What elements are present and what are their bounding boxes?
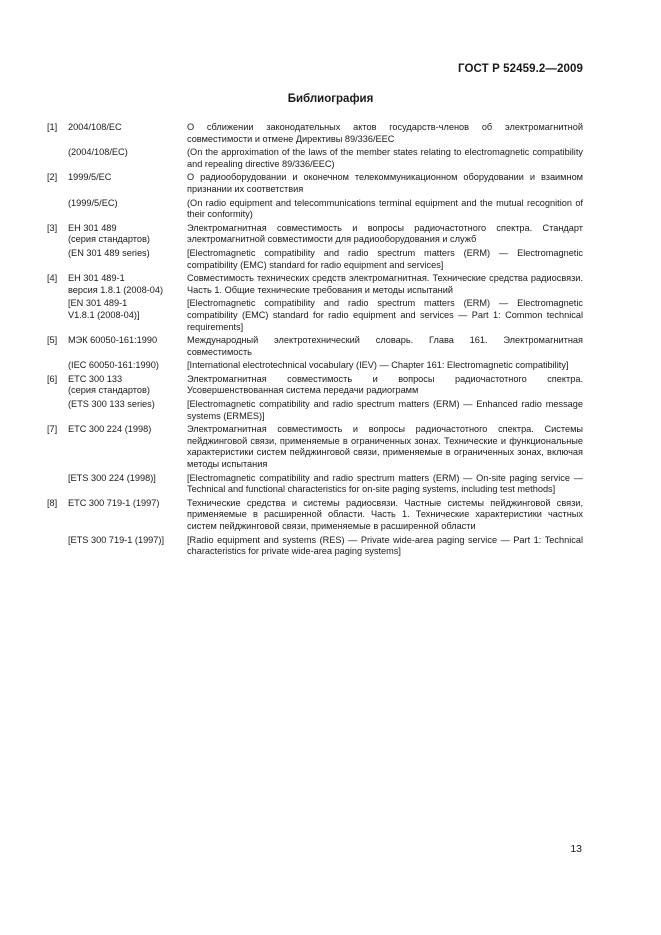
ref-text: [Electromagnetic compatibility and radio spectrum matters (ERM) — Enhanced radio message systems (ERMES)]	[187, 399, 583, 421]
ref-code: 2004/108/EC	[68, 122, 122, 132]
entry-number: [8]	[47, 497, 58, 508]
bib-entry	[47, 172, 583, 220]
ref-text: Технические средства и системы радиосвязи. Частные системы пейджинговой связи, применяемые в расширенной области. Часть 1. Технические характеристики частных систем пейджинговой связи, применяемые в расширенной области	[187, 497, 583, 531]
ref-text: Международный электротехнический словарь. Глава 161. Электромагнитная совместимость	[187, 335, 583, 357]
bib-entry	[47, 335, 583, 372]
ref-code: ЕТС 300 133 (серия стандартов)	[68, 373, 150, 396]
bib-entry	[47, 122, 583, 170]
ref-text: [Electromagnetic compatibility and radio spectrum matters (ERM) — On-site paging service — Technical and functional characteristics for on-site paging systems, including test methods]	[187, 472, 583, 495]
document-id: ГОСТ Р 52459.2—2009	[458, 63, 583, 75]
ref-code: (EN 301 489 series)	[68, 247, 150, 258]
bib-entry	[47, 223, 583, 271]
ref-text: (On the approximation of the laws of the member states relating to electromagnetic compatibility and repealing directive 89/336/EEC)	[187, 147, 583, 169]
ref-text: [Electromagnetic compatibility and radio spectrum matters (ERM) — Electromagnetic compatibility (EMC) standard for radio equipment and services]	[187, 247, 583, 270]
entry-number: [5]	[47, 335, 58, 346]
bibliography-list	[47, 122, 583, 558]
ref-code: 1999/5/EC	[68, 172, 112, 183]
entry-number: [4]	[47, 273, 58, 284]
ref-text: О сближении законодательных актов государств-членов об электромагнитной совместимости и отмене Директивы 89/336/EEC	[187, 122, 583, 144]
bib-entry	[47, 374, 583, 422]
ref-code: (ETS 300 133 series)	[68, 399, 155, 410]
bib-entry	[47, 424, 583, 496]
ref-text: О радиооборудовании и оконечном телекоммуникационном оборудовании и взаимном признании их соответствия	[187, 172, 583, 194]
entry-number: [3]	[47, 222, 58, 233]
entry-number: [7]	[47, 424, 58, 435]
ref-text: [Electromagnetic compatibility and radio spectrum matters (ERM) — Electromagnetic compatibility (EMC) standard for radio equipment and services — Part 1: Common technical requirements]	[187, 298, 583, 332]
ref-code: [ETS 300 224 (1998)]	[68, 472, 156, 483]
ref-code: ЕТС 300 224 (1998)	[68, 424, 152, 435]
ref-code: МЭК 60050-161:1990	[68, 335, 158, 346]
ref-text: Электромагнитная совместимость и вопросы радиочастотного спектра. Усовершенствованная система передачи радиограмм	[187, 373, 583, 396]
ref-code: (2004/108/EC)	[68, 147, 128, 158]
page-number: 13	[570, 843, 582, 855]
entry-number: [2]	[47, 172, 58, 183]
ref-code: [EN 301 489-1 V1.8.1 (2008-04)]	[68, 298, 140, 320]
ref-text: Электромагнитная совместимость и вопросы радиочастотного спектра. Стандарт электромагнитной совместимости для радиооборудования и служб	[187, 222, 583, 245]
entry-number: [1]	[47, 122, 58, 132]
ref-code: ЕТС 300 719-1 (1997)	[68, 497, 160, 508]
entry-number: [6]	[47, 373, 58, 384]
bib-entry	[47, 498, 583, 558]
bib-entry	[47, 273, 583, 333]
ref-code: (1999/5/EC)	[68, 197, 118, 208]
ref-text: [International electrotechnical vocabulary (IEV) — Chapter 161: Electromagnetic compatibility]	[187, 360, 569, 371]
bibliography-title: Библиография	[287, 93, 374, 105]
ref-text: Электромагнитная совместимость и вопросы радиочастотного спектра. Системы пейджинговой связи, применяемые в ограниченных зонах. Технические и функциональные характеристики систем пейджинговой связи, применяемые в ограниченных зонах, включая методы испытания	[187, 424, 583, 470]
ref-text: Совместимость технических средств электромагнитная. Технические средства радиосвязи. Часть 1. Общие технические требования и методы испытаний	[187, 273, 583, 295]
ref-code: [ETS 300 719-1 (1997)]	[68, 534, 165, 545]
ref-code: ЕН 301 489-1 версия 1.8.1 (2008-04)	[68, 273, 164, 295]
ref-code: (IEC 60050-161:1990)	[68, 360, 159, 371]
ref-text: (On radio equipment and telecommunications terminal equipment and the mutual recognition of their conformity)	[187, 197, 583, 220]
ref-code: ЕН 301 489 (серия стандартов)	[68, 222, 150, 245]
ref-text: [Radio equipment and systems (RES) — Private wide-area paging service — Part 1: Technical characteristics for private wide-area paging systems]	[187, 534, 583, 557]
